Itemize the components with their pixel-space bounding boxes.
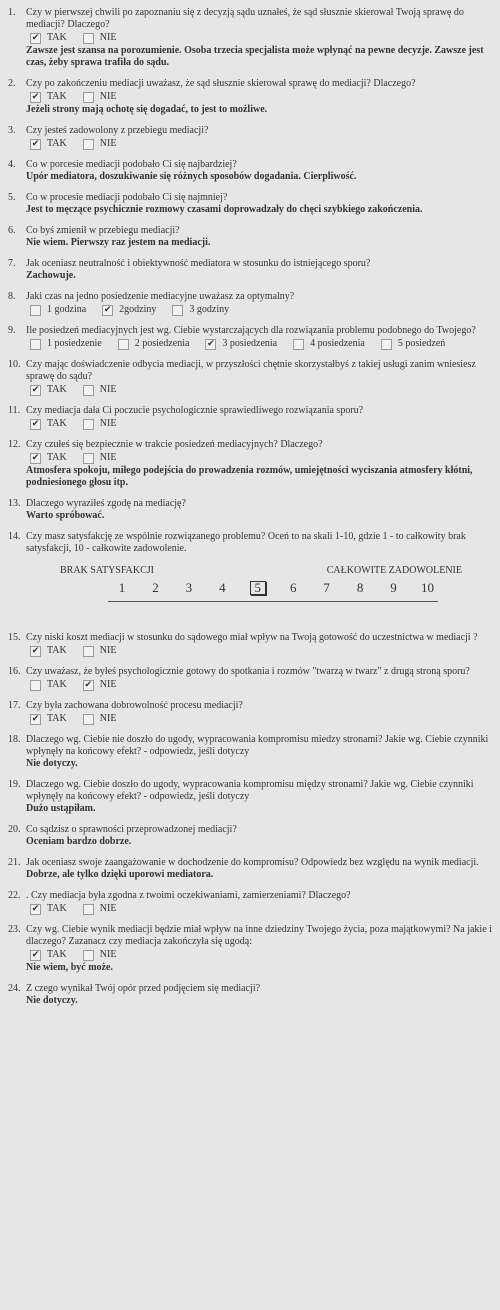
scale-option[interactable]: 9 [390, 580, 397, 595]
scale-labels [60, 565, 462, 577]
option-label: TAK [47, 452, 67, 463]
question-number: 10. [8, 359, 21, 370]
options-row [26, 949, 494, 961]
scale-option[interactable]: 10 [420, 580, 434, 595]
scale-divider [108, 601, 438, 602]
option-label: TAK [47, 138, 67, 149]
question-item [8, 531, 494, 602]
question-text: Czy jesteś zadowolony z przebiegu mediacji? [26, 125, 209, 136]
question-item [8, 439, 494, 489]
options-row [26, 91, 494, 103]
option-label: 2 posiedzenia [134, 338, 190, 349]
checked-checkbox[interactable]: ✔ [31, 418, 40, 429]
checked-checkbox[interactable]: ✔ [31, 91, 40, 102]
scale-option[interactable]: 7 [323, 580, 330, 595]
option-label: TAK [47, 384, 67, 395]
scale-option[interactable]: 4 [219, 580, 226, 595]
option[interactable] [79, 645, 117, 657]
option-label: TAK [47, 949, 67, 960]
checkbox[interactable] [118, 339, 129, 350]
option-label: NIE [99, 384, 117, 395]
question-text: Czy masz satysfakcję ze wspólnie rozwiązanego problemu? Oceń to na skali 1-10, gdzie 1 - to całkowity brak satysfakcji, 10 - całkowite zadowolenie. [26, 531, 466, 554]
option-label: 2godziny [119, 304, 157, 315]
option[interactable] [79, 32, 117, 44]
checkbox[interactable] [30, 305, 41, 316]
question-number: 16. [8, 666, 21, 677]
option-label: 3 posiedzenia [222, 338, 278, 349]
checkbox[interactable] [83, 714, 94, 725]
scale-option[interactable]: 1 [118, 580, 126, 595]
answer-text: Dobrze, ale tylko dzięki uporowi mediatora. [26, 869, 214, 880]
question-item [8, 779, 494, 815]
option-label: TAK [47, 903, 67, 914]
option-label: NIE [99, 679, 117, 690]
answer-text: Atmosfera spokoju, miłego podejścia do prowadzenia rozmów, umiejętności wyciszania atmosfery kłótni, podniesionego głosu itp. [26, 465, 473, 488]
question-item [8, 359, 494, 396]
question-number: 1. [8, 7, 16, 18]
option[interactable] [26, 949, 67, 961]
scale-option[interactable]: 3 [185, 580, 193, 595]
question-text: Ile posiedzeń mediacyjnych jest wg. Ciebie wystarczających dla rozwiązania problemu podobnego do Twojego? [26, 325, 476, 336]
options-row [26, 903, 494, 915]
option[interactable] [168, 304, 229, 316]
option[interactable] [79, 418, 117, 430]
option[interactable] [289, 338, 365, 350]
question-item [8, 498, 494, 522]
option[interactable] [377, 338, 446, 350]
answer-text: Zawsze jest szansa na porozumienie. Osoba trzecia specjalista może wpłynąć na pewne decyzje. Zawsze jest czas, żeby sprawa trafiła do sądu. [26, 45, 484, 68]
answer-text: Oceniam bardzo dobrze. [26, 836, 132, 847]
checked-checkbox[interactable]: ✔ [31, 138, 40, 149]
question-text: Czy była zachowana dobrowolność procesu mediacji? [26, 700, 243, 711]
option-label: NIE [99, 645, 117, 656]
option[interactable] [26, 903, 67, 915]
question-number: 23. [8, 924, 21, 935]
scale-left-label: BRAK SATYSFAKCJI [60, 565, 155, 576]
scale-right-label: CAŁKOWITE ZADOWOLENIE [326, 565, 462, 576]
options-row [26, 32, 494, 44]
question-item [8, 405, 494, 430]
option[interactable] [26, 32, 67, 44]
question-number: 6. [8, 225, 16, 236]
question-text: Z czego wynikał Twój opór przed podjęciem się mediacji? [26, 983, 261, 994]
options-row [26, 384, 494, 396]
question-text: Czy uważasz, że byłeś psychologicznie gotowy do spotkania i rozmów "twarzą w twarz" z drugą stroną sporu? [26, 666, 470, 677]
scale-option-selected[interactable]: 5 [250, 581, 266, 595]
option-label: 4 posiedzenia [310, 338, 365, 349]
options-row [26, 452, 494, 464]
option[interactable] [79, 713, 117, 725]
question-number: 9. [8, 325, 16, 336]
question-item [8, 225, 494, 249]
option[interactable] [79, 138, 117, 150]
option-label: NIE [99, 903, 117, 914]
option[interactable] [79, 452, 117, 464]
checked-checkbox[interactable]: ✔ [84, 679, 93, 690]
option[interactable] [26, 645, 67, 657]
option-label: TAK [47, 679, 67, 690]
question-text: Jak oceniasz swoje zaangażowanie w dochodzenie do kompromisu? Odpowiedz bez względu na wynik mediacji. [26, 857, 479, 868]
question-number: 11. [8, 405, 21, 416]
option[interactable] [26, 138, 67, 150]
option-label: 5 posiedzeń [397, 338, 446, 349]
question-item [8, 192, 494, 216]
option-label: NIE [99, 32, 117, 43]
option-label: TAK [47, 645, 67, 656]
option[interactable] [98, 304, 156, 316]
question-text: . Czy mediacja była zgodna z twoimi oczekiwaniami, zamierzeniami? Dlaczego? [26, 890, 351, 901]
answer-text: Upór mediatora, doszukiwanie się różnych sposobów dogadania. Cierpliwość. [26, 171, 357, 182]
answer-text: Nie wiem, być może. [26, 962, 113, 973]
options-row [26, 338, 494, 350]
question-text: Czy w pierwszej chwili po zapoznaniu się z decyzją sądu uznałeś, że sąd słusznie skierował Twoją sprawę do mediacji? Dlaczego? [26, 7, 464, 30]
question-item [8, 632, 494, 657]
options-row [26, 713, 494, 725]
answer-text: Nie dotyczy. [26, 758, 78, 769]
option-label: NIE [99, 452, 117, 463]
checked-checkbox[interactable]: ✔ [31, 949, 40, 960]
question-item [8, 857, 494, 881]
option[interactable] [26, 679, 67, 691]
checkbox[interactable] [83, 139, 94, 150]
option-label: TAK [47, 32, 67, 43]
question-text: Czy mając doświadczenie odbycia mediacji, w przyszłości chętnie skorzystałbyś z takiej usługi zanim wniesiesz sprawę do sądu? [26, 359, 476, 382]
question-number: 5. [8, 192, 16, 203]
question-item [8, 258, 494, 282]
question-number: 15. [8, 632, 21, 643]
question-text: Co w porcesie mediacji podobało Ci się najbardziej? [26, 159, 237, 170]
question-text: Czy po zakończeniu mediacji uważasz, że sąd słusznie skierował sprawę do mediacji? Dlaczego? [26, 78, 416, 89]
question-item [8, 7, 494, 69]
option-label: NIE [99, 91, 117, 102]
question-item [8, 700, 494, 725]
question-item [8, 983, 494, 1007]
question-item [8, 125, 494, 150]
question-number: 17. [8, 700, 21, 711]
question-number: 2. [8, 78, 16, 89]
option[interactable] [201, 338, 277, 350]
answer-text: Warto spróbować. [26, 510, 105, 521]
option[interactable] [26, 384, 67, 396]
checked-checkbox[interactable]: ✔ [31, 713, 40, 724]
option[interactable] [26, 418, 67, 430]
option[interactable] [26, 713, 67, 725]
question-text: Co byś zmienił w przebiegu mediacji? [26, 225, 180, 236]
checked-checkbox[interactable]: ✔ [31, 32, 40, 43]
option[interactable] [79, 679, 117, 691]
question-number: 8. [8, 291, 16, 302]
question-text: Co sądzisz o sprawności przeprowadzonej mediacji? [26, 824, 237, 835]
checkbox[interactable] [83, 950, 94, 961]
question-number: 3. [8, 125, 16, 136]
question-number: 18. [8, 734, 21, 745]
option[interactable] [26, 304, 86, 316]
answer-text: Jest to męczące psychicznie rozmowy czasami doprowadzały do chęci szybkiego zakończenia. [26, 204, 423, 215]
checkbox[interactable] [30, 680, 41, 691]
question-text: Dlaczego wg. Ciebie doszło do ugody, wypracowania kompromisu między stronami? Jakie wg. Ciebie czynniki wpłynęły na końcowy efekt? - odpowiedz, jeśli dotyczy [26, 779, 474, 802]
option-label: TAK [47, 713, 67, 724]
checkbox[interactable] [381, 339, 392, 350]
satisfaction-scale [116, 581, 434, 595]
question-text: Co w procesie mediacji podobało Ci się najmniej? [26, 192, 228, 203]
options-row [26, 304, 494, 316]
answer-text: Nie dotyczy. [26, 995, 78, 1006]
answer-text: Dużo ustąpiłam. [26, 803, 96, 814]
checkbox[interactable] [83, 904, 94, 915]
question-text: Dlaczego wyraziłeś zgodę na mediację? [26, 498, 186, 509]
question-number: 22. [8, 890, 21, 901]
question-text: Czy niski koszt mediacji w stosunku do sądowego miał wpływ na Twoją gotowość do uczestnictwa w mediacji ? [26, 632, 478, 643]
option[interactable] [79, 91, 117, 103]
question-number: 20. [8, 824, 21, 835]
question-number: 24. [8, 983, 21, 994]
checked-checkbox[interactable]: ✔ [31, 903, 40, 914]
options-row [26, 679, 494, 691]
option[interactable] [114, 338, 190, 350]
question-number: 12. [8, 439, 21, 450]
question-item [8, 734, 494, 770]
question-text: Jak oceniasz neutralność i obiektywność mediatora w stosunku do istniejącego sporu? [26, 258, 371, 269]
option[interactable] [26, 91, 67, 103]
answer-text: Jeżeli strony mają ochotę się dogadać, to jest to możliwe. [26, 104, 268, 115]
question-item [8, 924, 494, 974]
checkbox[interactable] [83, 33, 94, 44]
question-number: 4. [8, 159, 16, 170]
checked-checkbox[interactable]: ✔ [31, 384, 40, 395]
question-item [8, 159, 494, 183]
option-label: NIE [99, 138, 117, 149]
question-number: 21. [8, 857, 21, 868]
question-item [8, 824, 494, 848]
checkbox[interactable] [293, 339, 304, 350]
options-row [26, 418, 494, 430]
option-label: NIE [99, 418, 117, 429]
checked-checkbox[interactable]: ✔ [103, 304, 112, 315]
checkbox[interactable] [172, 305, 183, 316]
checkbox[interactable] [83, 92, 94, 103]
checkbox[interactable] [83, 419, 94, 430]
options-row [26, 645, 494, 657]
question-text: Czy mediacja dała Ci poczucie psychologicznie sprawiedliwego rozwiązania sporu? [26, 405, 364, 416]
question-text: Dlaczego wg. Ciebie nie doszło do ugody, wypracowania kompromisu miedzy stronami? Jakie wg. Ciebie czynniki wpłynęły na końcowy efekt? - odpowiedz, jeśli dotyczy [26, 734, 489, 757]
scale-option[interactable]: 2 [152, 580, 159, 595]
question-item [8, 666, 494, 691]
scale-option[interactable]: 8 [356, 580, 364, 595]
question-number: 13. [8, 498, 21, 509]
question-item [8, 890, 494, 915]
option-label: 3 godziny [189, 304, 230, 315]
options-row [26, 138, 494, 150]
question-number: 7. [8, 258, 16, 269]
option-label: TAK [47, 91, 67, 102]
checked-checkbox[interactable]: ✔ [31, 645, 40, 656]
question-text: Czy wg. Ciebie wynik mediacji będzie miał wpływ na inne dziedziny Twojego życia, poza majątkowymi? Na jakie i dlaczego? Zazanacz czy mediacja zakończyła się ugodą: [26, 924, 492, 947]
option[interactable] [79, 949, 117, 961]
checkbox[interactable] [83, 453, 94, 464]
checked-checkbox[interactable]: ✔ [207, 338, 215, 349]
checkbox[interactable] [83, 385, 94, 396]
option[interactable] [26, 452, 67, 464]
question-text: Czy czułeś się bezpiecznie w trakcie posiedzeń mediacyjnych? Dlaczego? [26, 439, 323, 450]
checkbox[interactable] [30, 339, 41, 350]
answer-text: Nie wiem. Pierwszy raz jestem na mediacji. [26, 237, 211, 248]
option[interactable] [26, 338, 102, 350]
option-label: NIE [99, 713, 117, 724]
option[interactable] [79, 384, 117, 396]
question-number: 19. [8, 779, 21, 790]
option-label: NIE [99, 949, 117, 960]
question-item [8, 78, 494, 116]
scale-option[interactable]: 6 [289, 580, 297, 595]
checkbox[interactable] [83, 646, 94, 657]
option-label: 1 godzina [47, 304, 87, 315]
question-number: 14. [8, 531, 21, 542]
question-item [8, 291, 494, 316]
option-label: 1 posiedzenie [47, 338, 102, 349]
answer-text: Zachowuje. [26, 270, 76, 281]
checked-checkbox[interactable]: ✔ [31, 452, 40, 463]
option-label: TAK [47, 418, 67, 429]
question-item [8, 325, 494, 350]
option[interactable] [79, 903, 117, 915]
question-text: Jaki czas na jedno posiedzenie mediacyjne uważasz za optymalny? [26, 291, 295, 302]
